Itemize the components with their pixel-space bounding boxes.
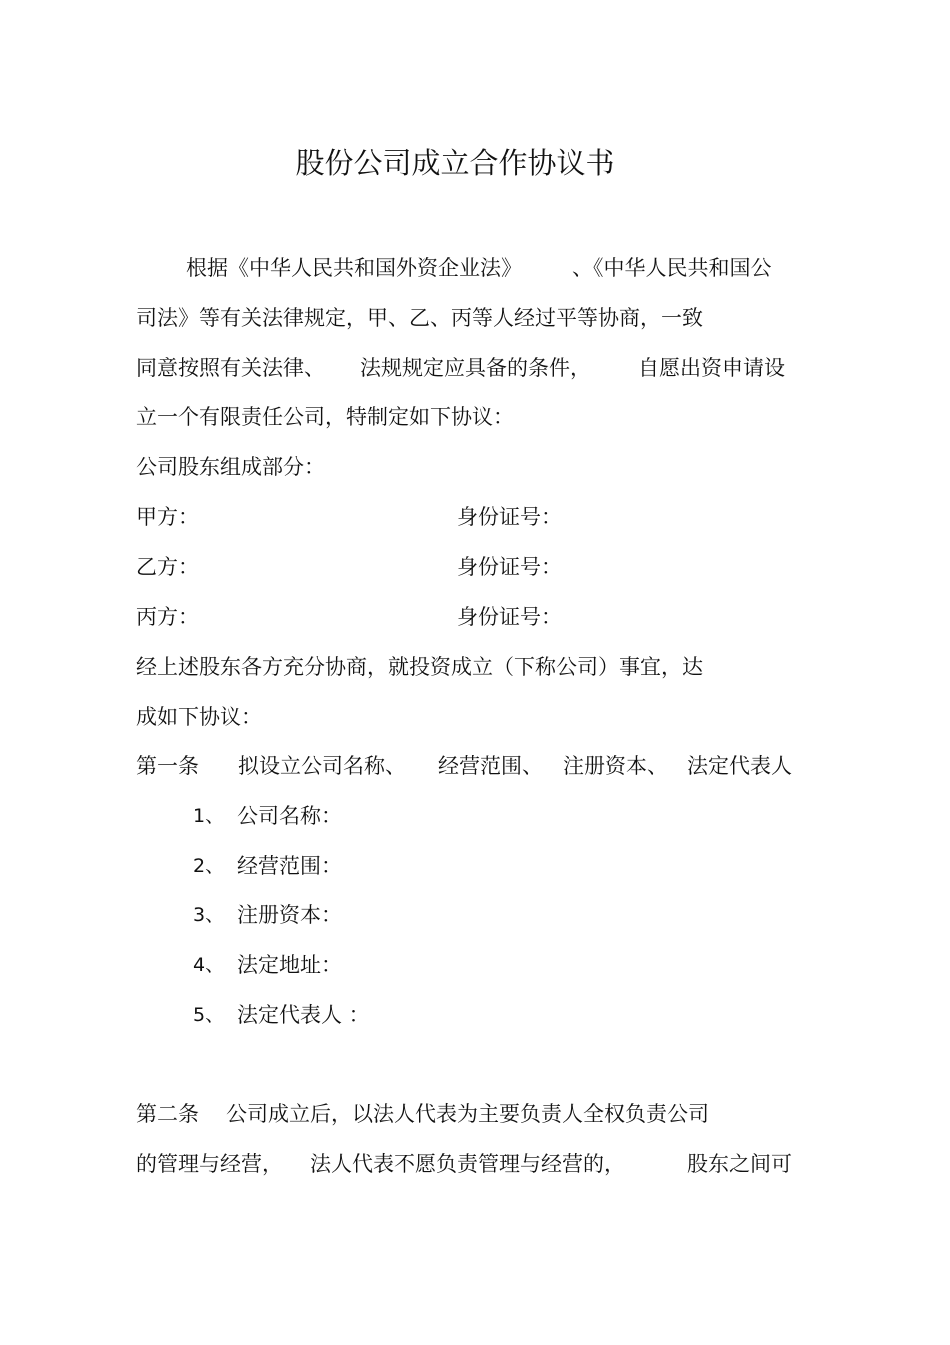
intro-line-3-part-2: 法规规定应具备的条件， — [360, 356, 591, 380]
intro-line-3-part-1: 同意按照有关法律、 — [136, 356, 325, 380]
article-1-label: 第一条 — [136, 754, 199, 778]
article-2-line-2-part-2: 法人代表不愿负责管理与经营的， — [310, 1152, 625, 1176]
article-2-line-2-part-3: 股东之间可 — [687, 1152, 792, 1176]
intro-line-2: 司法》等有关法律规定，甲、乙、丙等人经过平等协商，一致 — [136, 306, 703, 330]
article-2-label: 第二条 — [136, 1102, 199, 1126]
intro-line-1-part-2: 、《中华人民共和国公 — [572, 256, 772, 280]
article-1-part: 注册资本、 — [563, 754, 668, 778]
consensus-line-2: 成如下协议： — [136, 705, 262, 729]
article-2-text: 公司成立后，以法人代表为主要负责人全权负责公司 — [226, 1102, 709, 1126]
party-id-label: 身份证号： — [457, 555, 562, 579]
list-item-number: 4、 — [193, 954, 225, 976]
list-item-text: 公司名称： — [237, 804, 342, 828]
party-label: 乙方： — [136, 555, 199, 579]
list-item-text: 经营范围： — [237, 854, 342, 878]
shareholders-heading: 公司股东组成部分： — [136, 455, 325, 479]
article-2-line-2-part-1: 的管理与经营， — [136, 1152, 283, 1176]
article-1-part: 法定代表人 — [687, 754, 792, 778]
list-item-number: 1、 — [193, 805, 225, 827]
party-id-label: 身份证号： — [457, 605, 562, 629]
party-label: 甲方： — [136, 505, 199, 529]
party-label: 丙方： — [136, 605, 199, 629]
intro-line-1-part-1: 根据《中华人民共和国外资企业法》 — [186, 256, 522, 280]
article-1-part: 拟设立公司名称、 — [238, 754, 406, 778]
list-item-text: 法定代表人 ： — [237, 1003, 370, 1027]
consensus-line-1: 经上述股东各方充分协商，就投资成立（下称公司）事宜，达 — [136, 655, 703, 679]
intro-line-3-part-3: 自愿出资申请设 — [638, 356, 785, 380]
intro-line-4: 立一个有限责任公司，特制定如下协议： — [136, 405, 514, 429]
list-item-text: 法定地址： — [237, 953, 342, 977]
article-1-part: 经营范围、 — [438, 754, 543, 778]
document-title: 股份公司成立合作协议书 — [295, 146, 615, 180]
party-id-label: 身份证号： — [457, 505, 562, 529]
list-item-text: 注册资本： — [237, 903, 342, 927]
list-item-number: 5、 — [193, 1004, 225, 1026]
list-item-number: 3、 — [193, 904, 225, 926]
list-item-number: 2、 — [193, 855, 225, 877]
